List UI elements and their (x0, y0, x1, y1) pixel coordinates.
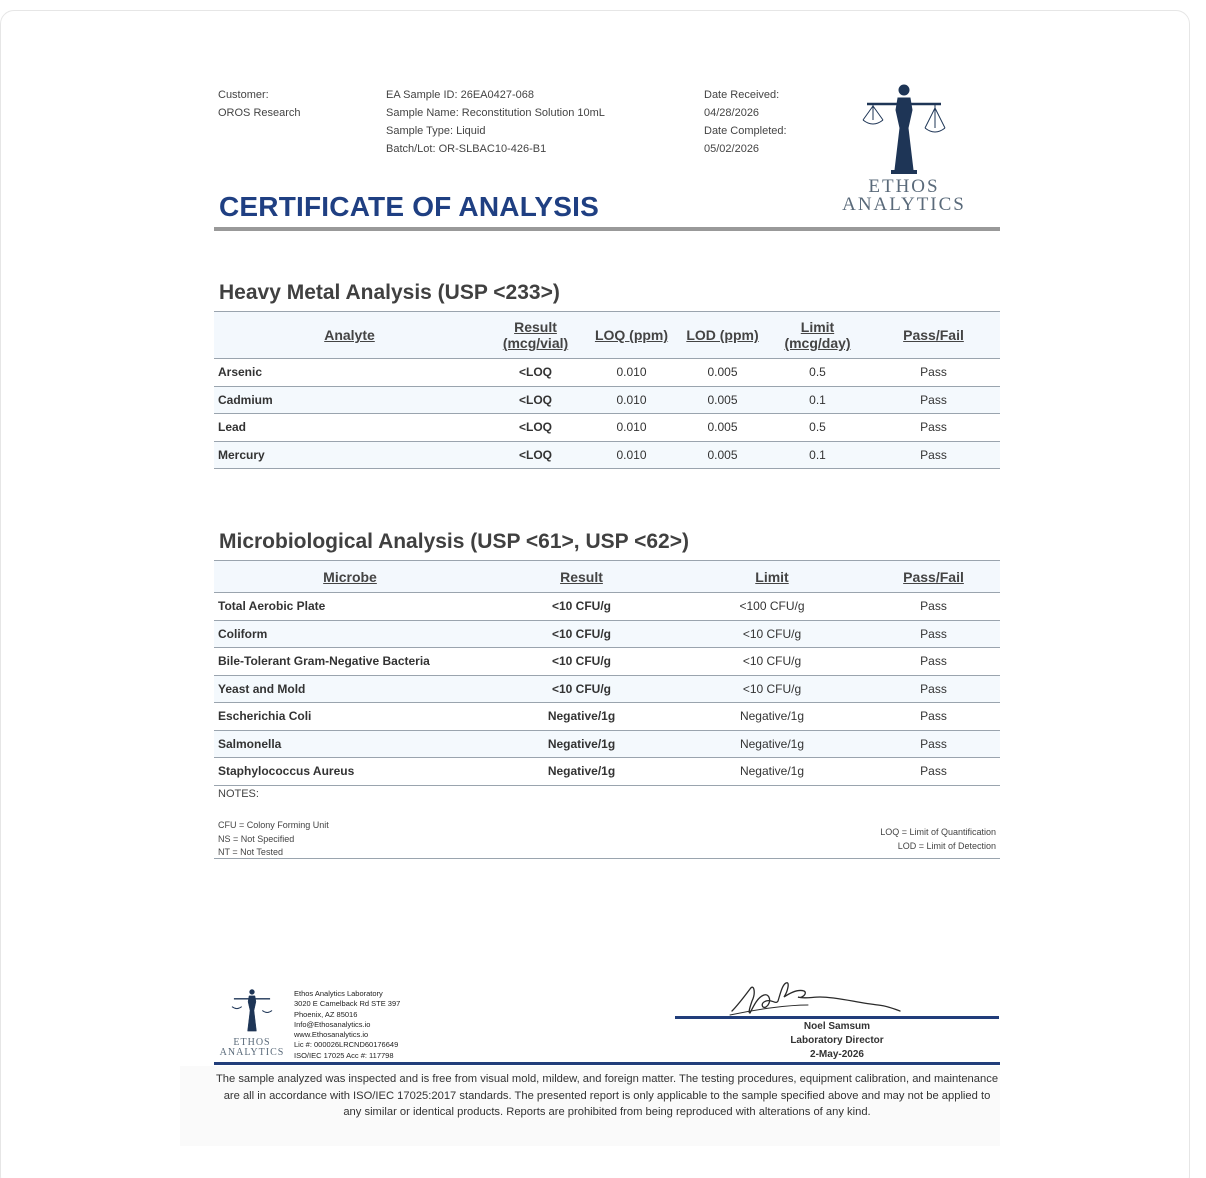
heavy-metal-title: Heavy Metal Analysis (USP <233>) (219, 281, 560, 304)
sample-block (386, 86, 605, 158)
limit-cell: <10 CFU/g (742, 681, 802, 696)
passfail-cell: Pass (920, 654, 947, 669)
table-row (214, 441, 1000, 469)
loq-cell: 0.010 (616, 392, 647, 407)
table-row (214, 620, 1000, 648)
table-row (214, 386, 1000, 414)
microbe-cell: Salmonella (218, 736, 282, 751)
logo-line2: ANALYTICS (842, 194, 966, 215)
customer-name: OROS Research (218, 107, 301, 119)
table-row (214, 648, 1000, 676)
result-cell: <10 CFU/g (551, 626, 611, 641)
justice-scales-icon (230, 986, 274, 1038)
col-passfail: Pass/Fail (903, 568, 964, 585)
microbe-cell: Yeast and Mold (218, 681, 306, 696)
date-completed: 05/02/2026 (704, 143, 760, 155)
passfail-cell: Pass (920, 681, 947, 696)
passfail-cell: Pass (920, 392, 947, 407)
customer-block (218, 86, 301, 122)
logo-wordmark (836, 178, 972, 214)
lab-address: 3020 E Camelback Rd STE 397 (294, 999, 401, 1009)
note-item: NS = Not Specified (218, 833, 295, 844)
table-row (214, 414, 1000, 442)
limit-cell: Negative/1g (739, 709, 805, 724)
note-item: NT = Not Tested (218, 847, 283, 857)
table-header-row (214, 561, 1000, 593)
col-microbe: Microbe (323, 568, 377, 585)
result-cell: <LOQ (518, 420, 552, 435)
col-limit: Limit (mcg/day) (784, 319, 851, 351)
signature-image (728, 975, 904, 1019)
signer-block (675, 1020, 999, 1062)
col-limit: Limit (755, 568, 789, 585)
disclaimer-text: The sample analyzed was inspected and is free from visual mold, mildew, and foreign matter. The testing procedures, equipment calibration, and maintenance are all in accordance with ISO/IEC 17025:2017 standards. The presented report is only applicable to the sample specified above and may not be applied to any similar or identical products. Reports are prohibited from being reproduced with alterations of any kind. (215, 1073, 999, 1118)
signer-role: Laboratory Director (790, 1035, 884, 1046)
lab-logo-line2: ANALYTICS (219, 1047, 285, 1058)
result-cell: Negative/1g (547, 736, 616, 751)
analyte-cell: Lead (218, 420, 247, 435)
result-cell: <LOQ (518, 447, 552, 462)
table-row (214, 730, 1000, 758)
lod-cell: 0.005 (707, 392, 738, 407)
title-divider (214, 227, 1000, 231)
lab-name: Ethos Analytics Laboratory (294, 989, 383, 998)
sample-type: Sample Type: Liquid (386, 125, 486, 137)
col-passfail: Pass/Fail (903, 327, 964, 343)
justice-scales-icon (859, 84, 949, 178)
limit-cell: 0.5 (809, 365, 826, 380)
limit-cell: 0.1 (809, 392, 826, 407)
limit-cell: <10 CFU/g (742, 654, 802, 669)
lod-cell: 0.005 (707, 365, 738, 380)
limit-cell: Negative/1g (739, 736, 805, 751)
result-cell: Negative/1g (547, 709, 616, 724)
passfail-cell: Pass (920, 599, 947, 614)
limit-cell: 0.5 (809, 420, 826, 435)
lod-cell: 0.005 (707, 447, 738, 462)
col-result: Result (mcg/vial) (502, 319, 569, 351)
date-received-label: Date Received: (704, 89, 780, 101)
passfail-cell: Pass (920, 447, 947, 462)
passfail-cell: Pass (920, 420, 947, 435)
col-analyte: Analyte (324, 327, 375, 343)
heavy-metal-table (214, 311, 1000, 469)
microbe-cell: Bile-Tolerant Gram-Negative Bacteria (218, 654, 430, 669)
customer-label: Customer: (218, 89, 269, 101)
signer-name: Noel Samsum (803, 1021, 871, 1032)
table-row (214, 359, 1000, 387)
passfail-cell: Pass (920, 709, 947, 724)
notes-section (214, 784, 1000, 859)
date-received: 04/28/2026 (704, 107, 760, 119)
microbe-cell: Total Aerobic Plate (218, 599, 326, 614)
passfail-cell: Pass (920, 626, 947, 641)
analyte-cell: Cadmium (218, 392, 273, 407)
table-row (214, 593, 1000, 621)
limit-cell: <100 CFU/g (739, 599, 805, 614)
lab-website: www.Ethosanalytics.io (294, 1030, 369, 1040)
col-lod: LOD (ppm) (686, 327, 759, 343)
passfail-cell: Pass (920, 764, 947, 779)
note-item: CFU = Colony Forming Unit (218, 820, 329, 830)
lab-license: Lic #: 000026LRCND60176649 (294, 1040, 399, 1050)
date-completed-label: Date Completed: (704, 125, 787, 137)
loq-cell: 0.010 (616, 447, 647, 462)
microbe-cell: Escherichia Coli (218, 709, 312, 724)
microbe-cell: Coliform (218, 626, 268, 641)
ethos-logo (836, 84, 972, 214)
passfail-cell: Pass (920, 736, 947, 751)
notes-right (880, 826, 996, 853)
lab-info (294, 989, 400, 1061)
sample-name: Sample Name: Reconstitution Solution 10mL (386, 107, 605, 119)
document-title: CERTIFICATE OF ANALYSIS (219, 191, 600, 222)
result-cell: <10 CFU/g (551, 654, 611, 669)
lab-city: Phoenix, AZ 85016 (294, 1009, 358, 1019)
result-cell: <LOQ (518, 392, 552, 407)
lab-logo (214, 986, 290, 1058)
loq-cell: 0.010 (616, 365, 647, 380)
microbe-cell: Staphylococcus Aureus (218, 764, 355, 779)
lab-email: Info@Ethosanalytics.io (294, 1019, 371, 1029)
batch-lot: Batch/Lot: OR-SLBAC10-426-B1 (386, 143, 547, 155)
note-item: LOD = Limit of Detection (897, 840, 996, 851)
lab-accreditation: ISO/IEC 17025 Acc #: 117798 (294, 1050, 394, 1060)
col-loq: LOQ (ppm) (594, 327, 669, 343)
signature-line (675, 1016, 999, 1019)
micro-table (214, 560, 1000, 786)
analyte-cell: Mercury (218, 447, 265, 462)
notes-label: NOTES: (218, 788, 259, 800)
col-result: Result (560, 568, 603, 585)
result-cell: <10 CFU/g (551, 599, 611, 614)
micro-title: Microbiological Analysis (USP <61>, USP <62>) (219, 530, 689, 553)
limit-cell: Negative/1g (739, 764, 805, 779)
result-cell: Negative/1g (547, 764, 616, 779)
sample-id: EA Sample ID: 26EA0427-068 (386, 89, 534, 101)
passfail-cell: Pass (920, 365, 947, 380)
loq-cell: 0.010 (616, 420, 647, 435)
table-row (214, 758, 1000, 786)
signer-date: 2-May-2026 (810, 1049, 864, 1060)
notes-left (218, 819, 329, 860)
limit-cell: <10 CFU/g (742, 626, 802, 641)
table-header-row (214, 312, 1000, 359)
note-item: LOQ = Limit of Quantification (880, 827, 996, 837)
lab-logo-line1: ETHOS (233, 1037, 271, 1048)
dates-block (704, 86, 787, 158)
limit-cell: 0.1 (809, 447, 826, 462)
result-cell: <LOQ (518, 365, 552, 380)
table-row (214, 703, 1000, 731)
analyte-cell: Arsenic (218, 365, 263, 380)
table-row (214, 675, 1000, 703)
result-cell: <10 CFU/g (551, 681, 611, 696)
lod-cell: 0.005 (707, 420, 738, 435)
footer-divider (214, 1062, 1000, 1065)
logo-line1: ETHOS (868, 176, 940, 197)
